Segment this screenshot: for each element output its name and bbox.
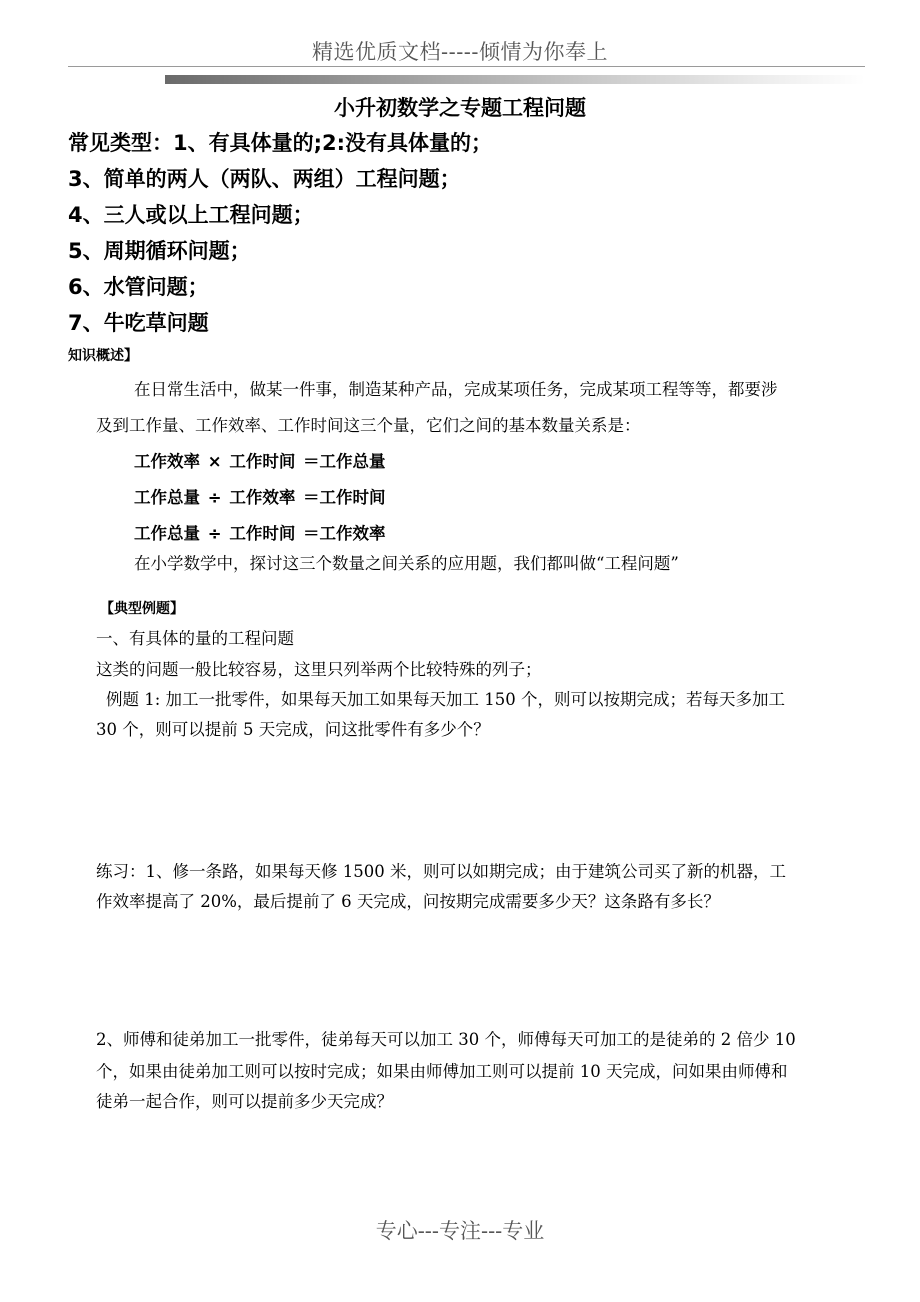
section-1-intro: 这类的问题一般比较容易，这里只列举两个比较特殊的列子；: [96, 660, 542, 679]
overview-paragraph-line-1: 在日常生活中，做某一件事，制造某种产品，完成某项任务，完成某项工程等等，都要涉: [134, 380, 778, 399]
page-header: 精选优质文档-----倾情为你奉上: [312, 40, 608, 64]
formula-work-efficiency: 工作总量 ÷ 工作时间 ＝工作效率: [134, 524, 386, 543]
document-title: 小升初数学之专题工程问题: [334, 96, 586, 120]
practice-1-line-2: 作效率提高了 20%，最后提前了 6 天完成，问按期完成需要多少天？这条路有多长？: [96, 892, 720, 911]
type-line-5: 6、水管问题；: [68, 275, 209, 299]
formula-total-work: 工作效率 × 工作时间 ＝工作总量: [134, 452, 386, 471]
example-1-line-1: 例题 1: 加工一批零件，如果每天加工如果每天加工 150 个，则可以按期完成；若每天多加工: [106, 690, 786, 709]
practice-2-line-1: 2、师傅和徒弟加工一批零件，徒弟每天可以加工 30 个，师傅每天可加工的是徒弟的 2 倍少 10: [96, 1030, 796, 1049]
type-line-3: 4、三人或以上工程问题；: [68, 203, 314, 227]
type-line-6: 7、牛吃草问题: [68, 311, 209, 335]
header-divider: [68, 66, 865, 67]
example-1-line-2: 30 个，则可以提前 5 天完成，问这批零件有多少个？: [96, 720, 490, 739]
overview-paragraph-line-2: 及到工作量、工作效率、工作时间这三个量，它们之间的基本数量关系是：: [96, 416, 641, 435]
section-1-title: 一、有具体的量的工程问题: [96, 629, 294, 648]
practice-2-line-2: 个，如果由徒弟加工则可以按时完成；如果由师傅加工则可以提前 10 天完成，问如果由师傅和: [96, 1062, 788, 1081]
overview-heading: 知识概述】: [68, 348, 138, 364]
formula-work-time: 工作总量 ÷ 工作效率 ＝工作时间: [134, 488, 386, 507]
page-footer: 专心---专注---专业: [375, 1219, 545, 1243]
decorative-gradient-bar: [165, 75, 865, 84]
practice-2-line-3: 徒弟一起合作，则可以提前多少天完成？: [96, 1092, 393, 1111]
practice-1-line-1: 练习：1、修一条路，如果每天修 1500 米，则可以如期完成；由于建筑公司买了新的机器，工: [96, 862, 786, 881]
type-line-2: 3、简单的两人（两队、两组）工程问题；: [68, 167, 461, 191]
type-line-1: 常见类型：1、有具体量的;2:没有具体量的；: [68, 131, 493, 155]
type-line-4: 5、周期循环问题；: [68, 239, 251, 263]
examples-heading: 【典型例题】: [100, 601, 184, 617]
overview-closing: 在小学数学中，探讨这三个数量之间关系的应用题，我们都叫做“工程问题”: [134, 554, 679, 573]
